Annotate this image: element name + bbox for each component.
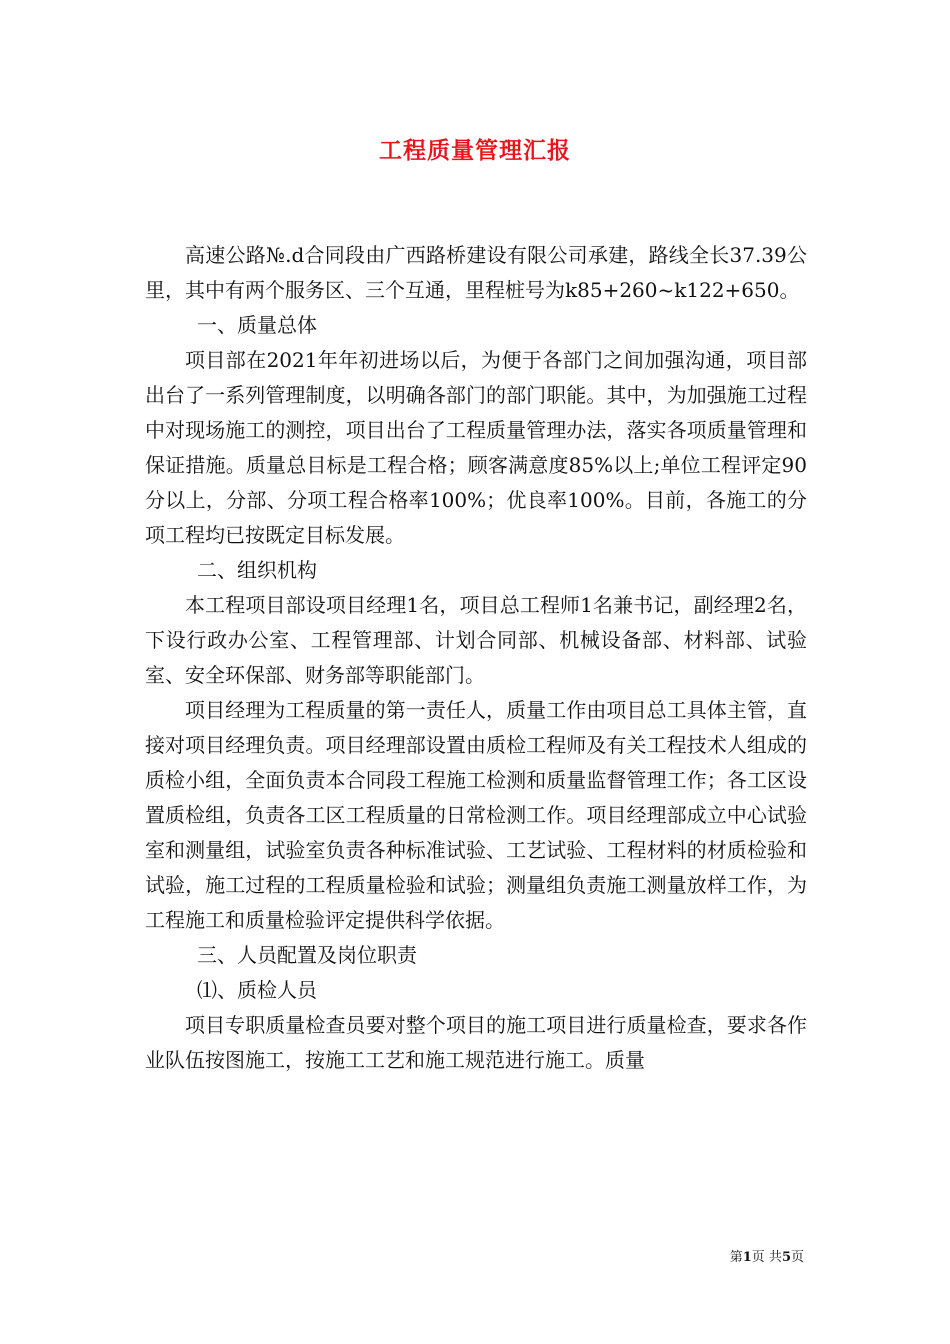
paragraph-intro: 高速公路№.d合同段由广西路桥建设有限公司承建，路线全长37.39公里，其中有两个服务区、三个互通，里程桩号为k85+260~k122+650。: [145, 243, 807, 302]
paragraph-organization: 本工程项目部设项目经理1名，项目总工程师1名兼书记，副经理2名，下设行政办公室、工程管理部、计划合同部、机械设备部、材料部、试验室、安全环保部、财务部等职能部门。: [145, 593, 807, 687]
document-title: 工程质量管理汇报: [379, 137, 571, 164]
heading-staffing: 三、人员配置及岗位职责: [197, 943, 417, 967]
footer-middle: 页 共: [751, 1250, 782, 1265]
total-page-count: 5: [781, 1250, 791, 1265]
page-footer: [730, 1246, 804, 1265]
current-page-number: 1: [742, 1250, 752, 1265]
subheading-inspectors: ⑴、质检人员: [197, 978, 317, 1002]
heading-quality-overall: 一、质量总体: [197, 313, 317, 337]
paragraph-inspectors: 项目专职质量检查员要对整个项目的施工项目进行质量检查，要求各作业队伍按图施工，按施工工艺和施工规范进行施工。质量: [145, 1013, 807, 1072]
footer-suffix: 页: [790, 1250, 804, 1265]
heading-organization: 二、组织机构: [197, 558, 317, 582]
paragraph-quality-overall: 项目部在2021年年初进场以后，为便于各部门之间加强沟通，项目部出台了一系列管理制度，以明确各部门的部门职能。其中，为加强施工过程中对现场施工的测控，项目出台了工程质量管理办法，落实各项质量管理和保证措施。质量总目标是工程合格；顾客满意度85%以上;单位工程评定90分以上，分部、分项工程合格率100%；优良率100%。目前，各施工的分项工程均已按既定目标发展。: [145, 348, 807, 547]
paragraph-responsibility: 项目经理为工程质量的第一责任人，质量工作由项目总工具体主管，直接对项目经理负责。项目经理部设置由质检工程师及有关工程技术人组成的质检小组，全面负责本合同段工程施工检测和质量监督管理工作；各工区设置质检组，负责各工区工程质量的日常检测工作。项目经理部成立中心试验室和测量组，试验室负责各种标准试验、工艺试验、工程材料的材质检验和试验，施工过程的工程质量检验和试验；测量组负责施工测量放样工作，为工程施工和质量检验评定提供科学依据。: [145, 698, 807, 932]
footer-prefix: 第: [729, 1250, 743, 1265]
document-body: [145, 238, 807, 1078]
